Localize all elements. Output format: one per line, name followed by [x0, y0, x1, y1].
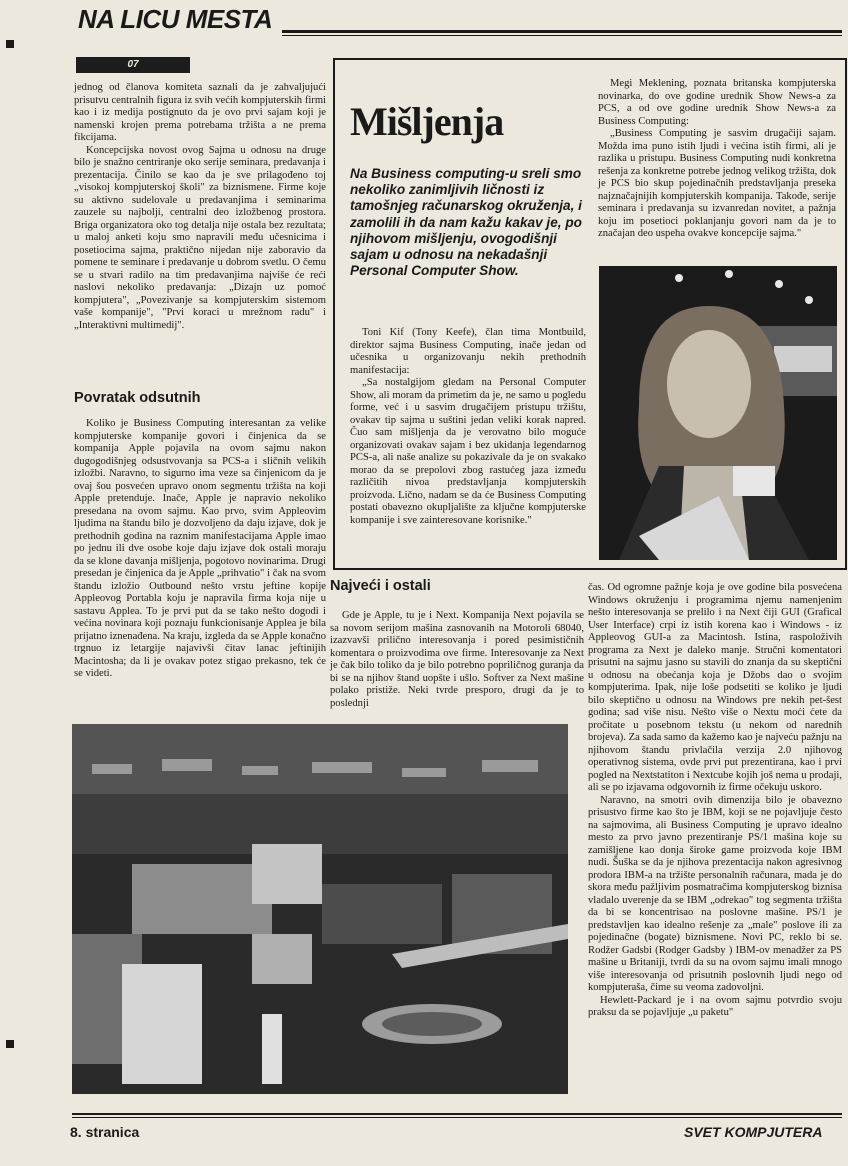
expo-hall-photo: [72, 724, 568, 1094]
middle-column: [330, 610, 584, 710]
paragraph: Koncepcijska novost ovog Sajma u odnosu na druge bilo je snažno centriranje oko serije seminara, predavanja i prezentacija. Činilo se kao da je sve prilagođeno toj „visokoj kompjuterskoj školi" za biznismene. Firme koje su aktivno sudelovale u predavanjima i seminarima zauzele su najbolji, centralni deo izložbenog prostora. Briga organizatora oko tog detalja nije ostala bez rezultata; u maloj anketi koju smo napravili među učesnicima i posetiocima sajma, praktično nijedan nije zaboravio da pomene te seminare i predavanje u dobrom svetlu. O čemu se u stvari radilo na tim predavanjima najviše će reći naslovi nekoliko predavanja: „Dizajn uz pomoć kompjutera", „Povezivanje sa kompjuterskim sistemom vaše kompanije", "Prvi koraci u mrežnom radu" i „Interaktivni multimedij".: [74, 144, 326, 331]
footer-rule: [72, 1117, 842, 1118]
paragraph: Naravno, na smotri ovih dimenzija bilo je obavezno prisustvo firme kao što je IBM, koji se ne pojavljuje često na sajmovima, ali Business Computing je upravo idealno mesto za prvo javno prezentiranje PS/1 mašina koje su zamišljene kao donja široke game proizvoda koje IBM nudi. Šuška se da je njihova prezentacija nakon agresivnog prodora IBM-a na tržište personalnih računara, mada je do skora među pažljivim posmatračima kompjuterskog biznisa vladalo uverenje da se IBM „odrekao" tog segmenta tržišta da bi se koncentrisao na poslovne mašine. PS/1 je predstavljen kao idealno rešenje za „male" poslove ili za pojedinačne (bogate) biznismene. Novi PC, reklo bi se. Rodžer Gadsbi (Rodger Gadsby ) IBM-ov menadžer za PS mašine u Britaniji, tvrdi da su na ovom sajmu imali mnogo više interesovanja od prisutnih poslovnih ljudi nego od kompjuteraša, čime su veoma zadovoljni.: [588, 794, 842, 993]
section-heading-returning: Povratak odsutnih: [74, 390, 201, 406]
paragraph: Koliko je Business Computing interesantan za velike kompjuterske kompanije govori i činjenica da se kompanija Apple pojavila na ovom sajmu nakon dugogodišnjeg odsustvovanja sa PCS-a i sličnih velikih izložbi. Naravno, to sigurno ima veze sa činjenicom da je ovaj šou posvećen upravo onom segmentu tržišta na koji Apple pretenduje. Inače, Apple je napravio nekoliko presedana na ovom sajmu. Kao prvo, svim Appleovim ljudima na štandu bilo je dozvoljeno da daju izjave, dok je prethodnih godina na raznim manifestacijama Apple imao po jednu ili dve osobe koje daju izjave dok ostali moraju da se klone davanja mišljenja, pogotovo novinarima. Drugi presedan je činjenica da je Apple „prihvatio" i čak na svom štandu izložio Outbound nešto vrstu jeftine kopije Appleovog Portabla koju je napravila firma koja nije u sastavu Applea. To je prvi put da se tako nešto dogodi i većina novinara koji poznaju funkcionisanje Applea je bila prijatno iznenađena. Na kraju, izgleda da se Apple konačno trgnuo iz letargije najavivši čitav lanac jeftinijih Macintosha; da li je ovakav potez stigao prekasno, tek će se videti.: [74, 418, 326, 679]
paragraph: Gde je Apple, tu je i Next. Kompanija Next pojavila se sa novom serijom mašina zasnovanih na Motoroli 68040, izazvavši prilično interesovanja i pored pesimističnih komentara o proizvodima ove firme. Interesovanje za Next je čak bilo toliko da je bilo potrebno popriličnog guranja da bi se na njihov štand uopšte i ušlo. Softver za Next mašine polako pristiže. Neki tvrde presporo, drugi da je to poslednji: [330, 610, 584, 709]
magazine-name: SVET KOMPJUTERA: [684, 1124, 823, 1140]
opinions-lead: Na Business computing-u sreli smo nekoliko zanimljivih ličnosti iz tamošnjeg računarskog okruženja, i zamolili ih da nam kažu kakav je, po njihovom mišljenju, ovogodišnji sajam u odnosu na nekadašnji Personal Computer Show.: [350, 166, 582, 279]
paragraph: Megi Meklening, poznata britanska kompjuterska novinarka, do ove godine urednik Show News-a za PCS, a od ove godine urednik Show News-a za Business Computing:: [598, 78, 836, 127]
megi-quote: [598, 78, 836, 241]
right-column: [588, 582, 842, 1020]
portrait-photo: [599, 266, 837, 560]
issue-tab: 07: [76, 57, 190, 73]
opinions-title: Mišljenja: [350, 99, 504, 144]
paragraph: „Sa nostalgijom gledam na Personal Computer Show, ali moram da primetim da je, ne samo u pogledu forme, već i u sasvim drugačijem pristupu tržištu, ovakav tip sajma u suštini jedan veliki korak napred. Čuo sam mišljenja da je verovatno bilo moguće organizovati ovakav sajam i bez ukidanja legendarnog PCS-a, ali naše analize su pokazivale da je on svakako morao da se prepolovi zbog rastućeg jaza između različitih nivoa predstavljanja kompjuterskih proizvoda. Lično, nadam se da će Business Computing postati obavezno okupljalište za ključne kompjuterske kompanije i sve zainteresovane korisnike.": [350, 377, 586, 526]
margin-mark: [6, 40, 14, 48]
section-heading-biggest: Najveći i ostali: [330, 578, 431, 594]
title-rule: [282, 30, 842, 33]
toni-quote: [350, 327, 586, 527]
paragraph: čas. Od ogromne pažnje koja je ove godine bila posvećena Windows okruženju i programima njemu namenjenim nešto interesovanja se prelilo i na Next čiji GUI (Grafical User Interface) crpi iz istih korena kao i Windows - iz Appleovog GUI-a za Macintosh. Istina, raspoloživih programa za Next je daleko manje. Stručni komentatori prisutni na sajmu jasno su stavili do znanja da su skeptični u odnosu na obećanja koja je Džobs dao o svojim kompjuterima. Ipak, nije loše podsetiti se koliko je ljudi bilo skeptično u odnosu na Windows pre nekih pet-šest godina; sad više nisu. Nešto više o Nextu moći ćete da pročitate u posebnom tekstu (u nekom od narednih brojeva). Za sada samo da kažemo kao je najveću pažnju na njihovom štandu privlačila verzija 2.0 njihovog operativnog sistema, ovde prvi put prezentirana, kao i prvi pogled na Nextstatiton i Nextcube kojih još nema u prodaji, ali se po izjavama odgovornih iz firme očekuju uskoro.: [588, 582, 842, 793]
paragraph: jednog od članova komiteta saznali da je zahvaljujući prisutvu centralnih figura iz svih većih kompjuterskih firmi kao i iz medija postignuto da je ovo prvi sajam koji je namenski krojen prema potrebama tržišta a ne prema fikcijama.: [74, 82, 326, 143]
paragraph: Toni Kif (Tony Keefe), član tima Montbuild, direktor sajma Business Computing, inače jedan od učesnika u organizovanju nekih prethodnih manifestacija:: [350, 327, 586, 376]
paragraph: Hewlett-Packard je i na ovom sajmu potvrdio svoju praksu da se pojavljuje „u paketu": [588, 994, 842, 1018]
left-column-intro: [74, 82, 326, 332]
page-number: 8. stranica: [70, 1124, 140, 1140]
title-rule: [282, 35, 842, 36]
footer-rule: [72, 1113, 842, 1115]
margin-mark: [6, 1040, 14, 1048]
portrait-image: [599, 266, 837, 560]
left-column-returning: [74, 418, 326, 681]
section-title: NA LICU MESTA: [78, 4, 273, 34]
paragraph: „Business Computing je sasvim drugačiji sajam. Možda ima puno istih ljudi i većina istih firmi, ali je razlika u pristupu. Business Computing nudi konkretna rešenja za konkretne potrebe jednog velikog tržišta, dok je PCS bio skup pojedinačnih predstavljanja preseka najznačajnijih kompjuterskih kompanija. Takođe, serije seminara i predavanja su izvanredan novitet, a pažnja koju im posetioci poklanjanju govori nam da je to značajan deo uspeha ovakve koncepcije sajma.": [598, 128, 836, 239]
expo-hall-image: [72, 724, 568, 1094]
